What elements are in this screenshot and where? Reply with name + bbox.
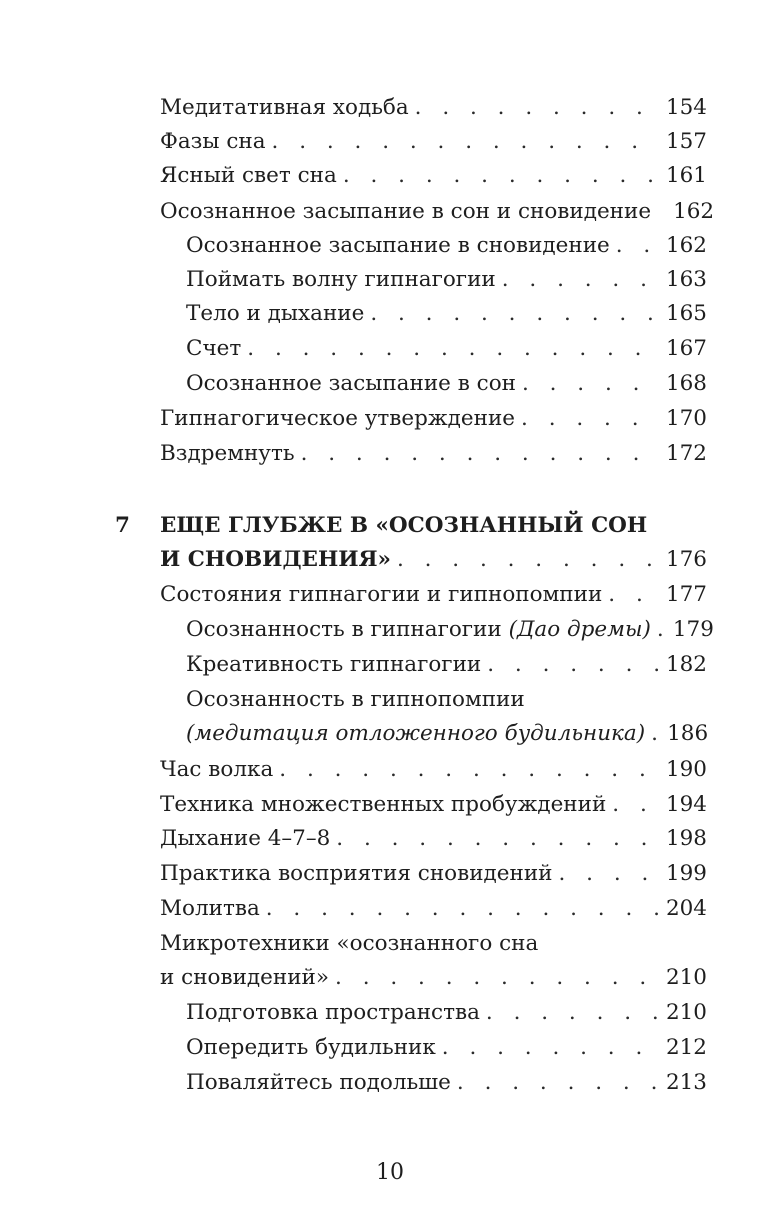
toc-entry-page: 167 bbox=[665, 336, 707, 361]
toc-entry bbox=[186, 1068, 707, 1098]
toc-entry-line2 bbox=[186, 719, 707, 749]
toc-entry-title: Микротехники «осознанного сна bbox=[160, 931, 539, 956]
toc-entry-title: Поваляйтесь подольше bbox=[186, 1070, 451, 1095]
page-number: 10 bbox=[376, 1160, 404, 1185]
toc-leader-dots bbox=[457, 1068, 658, 1098]
toc-entry-title: Осознанность в гипнопомпии bbox=[186, 687, 525, 712]
toc-entry-page: 194 bbox=[665, 792, 707, 817]
toc-entry-title: Медитативная ходьба bbox=[160, 95, 409, 120]
toc-entry bbox=[186, 685, 707, 715]
toc-entry bbox=[186, 334, 707, 364]
toc-entry-page: 199 bbox=[665, 861, 707, 886]
toc-entry bbox=[160, 755, 707, 785]
toc-leader-dots bbox=[301, 439, 658, 469]
toc-entry-title: Осознанное засыпание в сон bbox=[186, 371, 516, 396]
toc-entry bbox=[160, 580, 707, 610]
toc-entry-title: Поймать волну гипнагогии bbox=[186, 267, 496, 292]
toc-entry-title: Час волка bbox=[160, 757, 274, 782]
toc-leader-dots bbox=[486, 998, 658, 1028]
toc-entry-page: 210 bbox=[665, 965, 707, 990]
toc-entry bbox=[186, 1033, 707, 1063]
toc-entry-page: 198 bbox=[665, 826, 707, 851]
toc-leader-dots bbox=[415, 93, 658, 123]
toc-entry bbox=[186, 998, 707, 1028]
toc-entry-title: Гипнагогическое утверждение bbox=[160, 406, 516, 431]
toc-entry-page: 182 bbox=[665, 652, 707, 677]
toc-entry bbox=[186, 615, 714, 645]
toc-leader-dots bbox=[612, 790, 658, 820]
toc-entry bbox=[160, 197, 715, 227]
toc-entry-page: 165 bbox=[665, 301, 707, 326]
toc-leader-dots bbox=[343, 161, 658, 191]
toc-leader-dots bbox=[279, 755, 658, 785]
toc-leader-dots bbox=[616, 231, 658, 261]
chapter-title-line2: И СНОВИДЕНИЯ» bbox=[160, 547, 391, 572]
toc-entry-page: 161 bbox=[665, 163, 707, 188]
toc-leader-dots bbox=[272, 127, 658, 157]
toc-entry-page: 168 bbox=[665, 371, 707, 396]
toc-entry-page: 154 bbox=[665, 95, 707, 120]
toc-entry-page: 162 bbox=[673, 199, 715, 224]
toc-entry-page: 210 bbox=[665, 1000, 707, 1025]
toc-leader-dots bbox=[657, 615, 665, 645]
toc-entry-page: 186 bbox=[667, 721, 709, 746]
toc-entry-page: 163 bbox=[665, 267, 707, 292]
toc-leader-dots bbox=[247, 334, 658, 364]
toc-leader-dots bbox=[651, 719, 659, 749]
toc-entry bbox=[160, 859, 707, 889]
toc-entry-page: 204 bbox=[665, 896, 707, 921]
toc-entry-title: Осознанное засыпание в сновидение bbox=[186, 233, 610, 258]
toc-leader-dots bbox=[608, 580, 658, 610]
toc-entry bbox=[186, 650, 707, 680]
toc-entry-title: Креативность гипнагогии bbox=[186, 652, 482, 677]
toc-entry-page: 172 bbox=[665, 441, 707, 466]
toc-entry bbox=[160, 93, 707, 123]
toc-entry-title: Счет bbox=[186, 336, 242, 361]
toc-entry-title: Опередить будильник bbox=[186, 1035, 436, 1060]
chapter-page: 176 bbox=[665, 547, 707, 572]
toc-leader-dots bbox=[521, 404, 658, 434]
toc-entry-page: 162 bbox=[665, 233, 707, 258]
toc-entry-title-text: Осознанность в гипнагогии bbox=[186, 617, 502, 642]
toc-leader-dots bbox=[502, 265, 658, 295]
chapter-heading-line2 bbox=[160, 545, 707, 575]
toc-entry-title bbox=[186, 615, 651, 645]
toc-entry bbox=[160, 790, 707, 820]
toc-entry-title: Осознанное засыпание в сон и сновидение bbox=[160, 199, 652, 224]
toc-entry-title: Ясный свет сна bbox=[160, 163, 337, 188]
toc-entry-title-italic: (медитация отложенного будильника) bbox=[186, 721, 646, 746]
toc-leader-dots bbox=[522, 369, 658, 399]
toc-entry-title-italic: (Дао дремы) bbox=[508, 617, 651, 642]
toc-entry-title: Молитва bbox=[160, 896, 260, 921]
toc-leader-dots bbox=[558, 859, 657, 889]
toc-entry bbox=[186, 369, 707, 399]
toc-leader-dots bbox=[487, 650, 658, 680]
toc-entry-page: 177 bbox=[665, 582, 707, 607]
toc-entry bbox=[186, 265, 707, 295]
toc-entry bbox=[160, 929, 707, 959]
toc-entry-title-line2: и сновидений» bbox=[160, 965, 330, 990]
toc-entry-page: 170 bbox=[665, 406, 707, 431]
toc-leader-dots bbox=[397, 545, 658, 575]
toc-entry-page: 212 bbox=[665, 1035, 707, 1060]
toc-entry-page: 157 bbox=[665, 129, 707, 154]
toc-entry-title: Вздремнуть bbox=[160, 441, 295, 466]
toc-entry-title: Тело и дыхание bbox=[186, 301, 365, 326]
toc-entry-title: Дыхание 4–7–8 bbox=[160, 826, 331, 851]
toc-leader-dots bbox=[370, 299, 658, 329]
toc-entry-title: Состояния гипнагогии и гипнопомпии bbox=[160, 582, 603, 607]
chapter-title-line1: ЕЩЕ ГЛУБЖЕ В «ОСОЗНАННЫЙ СОН bbox=[160, 513, 648, 538]
toc-leader-dots bbox=[335, 963, 658, 993]
toc-entry-line2 bbox=[160, 963, 707, 993]
toc-entry bbox=[160, 404, 707, 434]
toc-entry bbox=[160, 439, 707, 469]
toc-entry-title: Практика восприятия сновидений bbox=[160, 861, 553, 886]
toc-entry-title: Техника множественных пробуждений bbox=[160, 792, 607, 817]
toc-entry-page: 190 bbox=[665, 757, 707, 782]
toc-leader-dots bbox=[442, 1033, 658, 1063]
toc-leader-dots bbox=[266, 894, 658, 924]
toc-entry-title: Фазы сна bbox=[160, 129, 266, 154]
toc-entry bbox=[160, 824, 707, 854]
toc-entry-page: 213 bbox=[665, 1070, 707, 1095]
toc-leader-dots bbox=[336, 824, 658, 854]
toc-entry-page: 179 bbox=[672, 617, 714, 642]
toc-entry-title: Подготовка пространства bbox=[186, 1000, 480, 1025]
toc-entry bbox=[160, 127, 707, 157]
toc-entry bbox=[160, 894, 707, 924]
chapter-heading bbox=[160, 511, 707, 541]
toc-entry bbox=[160, 161, 707, 191]
chapter-number: 7 bbox=[115, 513, 130, 538]
toc-entry bbox=[186, 231, 707, 261]
toc-entry bbox=[186, 299, 707, 329]
